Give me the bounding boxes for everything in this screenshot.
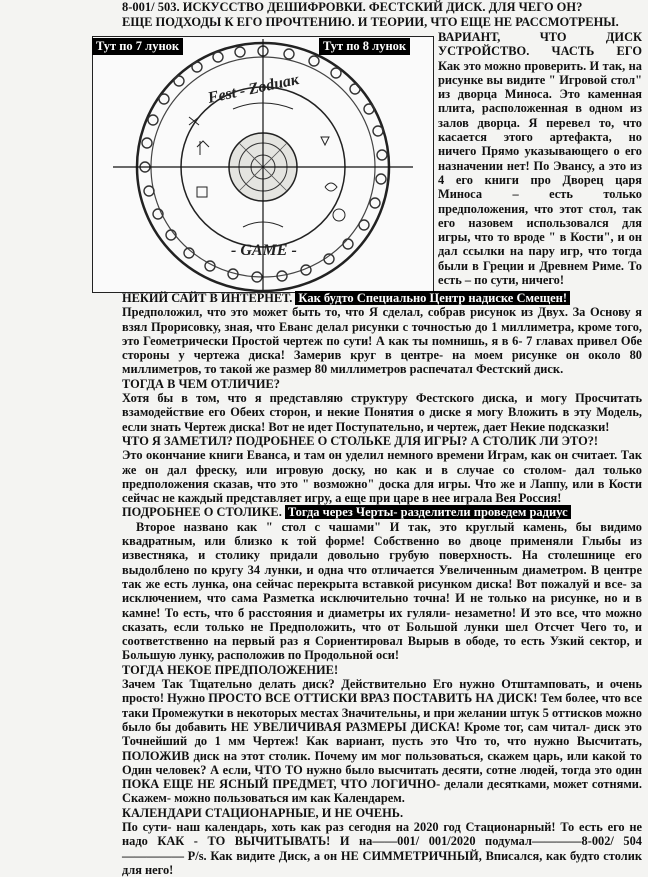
- figure-word-top: Fest - Zodиак: [206, 71, 301, 107]
- section-table-body: Второе названо как " стол с чашами" И так, это круглый камень, бы видимо квадратным, или близко к той форме! Собственно во двоце применяли Глыбы из известняка, и столику придали довольно грубую поверхность. На столешнице его выдолблено по кругу 34 лунки, и одна что отличается Увеличенным диаметром. В центре так же есть лунка, она сейчас перекрыта вставкой рисунком диска! Вот пожалуй и все- за исключением, что сама Разметка исключительно точна! И не только на рисунке, но и в камне! То есть, что б расстояния и диаметры их гуляли- незаметно! И это все, что можно сказать, если только не Предположить, что от Большой лунки шел Отсчет Чего то, и соответственно на первый раз я Сориентировал Вырыв в ободе, то есть Узкий сектор, и Большую лунку, расположив по Продольной оси!: [122, 519, 642, 663]
- right-title-line-1: ВАРИАНТ, ЧТО ДИСК: [438, 30, 642, 44]
- header-line-1: 8-001/ 503. ИСКУССТВО ДЕШИФРОВКИ. ФЕСТСКИЙ ДИСК. ДЛЯ ЧЕГО ОН?: [122, 0, 583, 14]
- section-site-heading: НЕКИЙ САЙТ В ИНТЕРНЕТ.: [122, 291, 293, 305]
- disc-drawing: [93, 37, 433, 292]
- section-difference-heading: ТОГДА В ЧЕМ ОТЛИЧИЕ?: [122, 376, 280, 391]
- section-calendars-heading: КАЛЕНДАРИ СТАЦИОНАРНЫЕ, И НЕ ОЧЕНЬ.: [122, 805, 404, 820]
- figure-word-bottom: - GAME -: [231, 242, 297, 259]
- disc-table-figure: [92, 36, 434, 293]
- section-table-heading: ПОДРОБНЕЕ О СТОЛИКЕ.: [122, 505, 282, 520]
- section-calendars-body: По сути- наш календарь, хоть как раз сегодня на 2020 год Стационарный! То есть его не надо КАК - ТО ВЫЧИТЫВАТЬ! И на——001/ 001/2020 подумал————8-002/ 504————— Р/s. Как видите Диск, а он НЕ СИММЕТРИЧНЫЙ, Вписался, как будто столик для него!: [122, 819, 642, 877]
- figure-label-eight-holes: Тут по 8 лунок: [319, 38, 410, 55]
- right-column-body: Как это можно проверить. И так, на рисунке вы видите " Игровой стол" из дворца Миноса. Это каменная плита, расположенная в одном из залов дворца. Я перевел то, что касается этого артефакта, но ничего Прямо указывающего о его назначении нет! По Эвансу, а это из 4 его книги про Дворец царя Миноса – есть только предположения, что этот стол, так его назовем использовался для игры, что то вроде " в Кости", и он дал ссылки на пару игр, что тогда были в Греции и Древнем Риме. То есть – по сути, ничего!: [438, 58, 642, 288]
- page-header: [122, 0, 642, 30]
- section-noticed-body: Это окончание книги Еванса, и там он уделил немного времени Играм, как он считает. Так же он дал фреску, или игровую доску, но как и в случае со столом- дал только предположения сказав, что это " возможно" доска для игры. Что же и Лаппу, или в Кости сейчас не каждый представляет игру, а еще при царе в нее играла Вея Россия!: [122, 448, 642, 506]
- figure-label-seven-holes: Тут по 7 лунок: [92, 38, 183, 55]
- right-title-line-2: УСТРОЙСТВО. ЧАСТЬ ЕГО: [438, 44, 642, 59]
- section-site-body: Предположил, что это может быть то, что Я сделал, собрав рисунок из Двух. За Основу я взял Прорисовку, зная, что Еванс делал рисунки с точностью до 1 миллиметра, кроме того, это Геометрически Простой чертеж по сути! А как ты помнишь, я в 6- 7 главах привел Обе стороны у чертежа диска! Замерив круг в центре- на моем рисунке он около 80 миллиметров, то такой же размер 80 миллиметров распечатал Фестский диск.: [122, 305, 642, 377]
- section-difference-body: Хотя бы в том, что я представляю структуру Фестского диска, и могу Просчитать взамодействие его Обеих сторон, и некие Понятия о диске я могу Вложить в эту Модель, если знать Чертеж диска! Вот не идет Поступательно, и чертеж, дает Некие подсказки!: [122, 391, 642, 434]
- right-column: [438, 30, 642, 287]
- section-table-heading-line: [122, 505, 642, 519]
- section-noticed-heading: ЧТО Я ЗАМЕТИЛ? ПОДРОБНЕЕ О СТОЛЬКЕ ДЛЯ ИГРЫ? А СТОЛИК ЛИ ЭТО?!: [122, 433, 599, 448]
- note-radius: Тогда через Черты- разделители проведем радиус: [285, 505, 571, 519]
- note-center-shifted: Как будто Специально Центр надиске Смещен!: [295, 291, 570, 305]
- header-line-2: ЕЩЕ ПОДХОДЫ К ЕГО ПРОЧТЕНИЮ. И ТЕОРИИ, ЧТО ЕЩЕ НЕ РАССМОТРЕНЫ.: [122, 15, 619, 29]
- section-assumption-heading: ТОГДА НЕКОЕ ПРЕДПОЛОЖЕНИЕ!: [122, 662, 339, 677]
- section-site-heading-line: [122, 291, 642, 305]
- main-text: [122, 291, 642, 877]
- section-assumption-body: Зачем Так Тщательно делать диск? Действительно Его нужно Отштамповать, и очень просто! Нужно ПРОСТО ВСЕ ОТТИСКИ ВРАЗ ПОСТАВИТЬ НА ДИСК! Тем более, что все таки Промежутки в некоторых местах Значительны, и при желании штук 5 оттисков можно было бы добавить НЕ УВЕЛИЧИВАЯ РАЗМЕРЫ ДИСКА! Кроме тог, сам читал- диск это Точнейший до 1 мм Чертеж! Как вариант, пусть это Что то, что нужно Высчитать, ПОЛОЖИВ диск на этот столик. Почему им мог пользоваться, скажем царь, или какой то Один человек? А если, ЧТО ТО нужно было высчитать десяти, сотне людей, тогда это один ПОКА ЕЩЕ НЕ ЯСНЫЙ ПРЕДМЕТ, ЧТО ЛОГИЧНО- делали десятками, может сотнями. Скажем- можно пользоваться им как Календарем.: [122, 677, 642, 806]
